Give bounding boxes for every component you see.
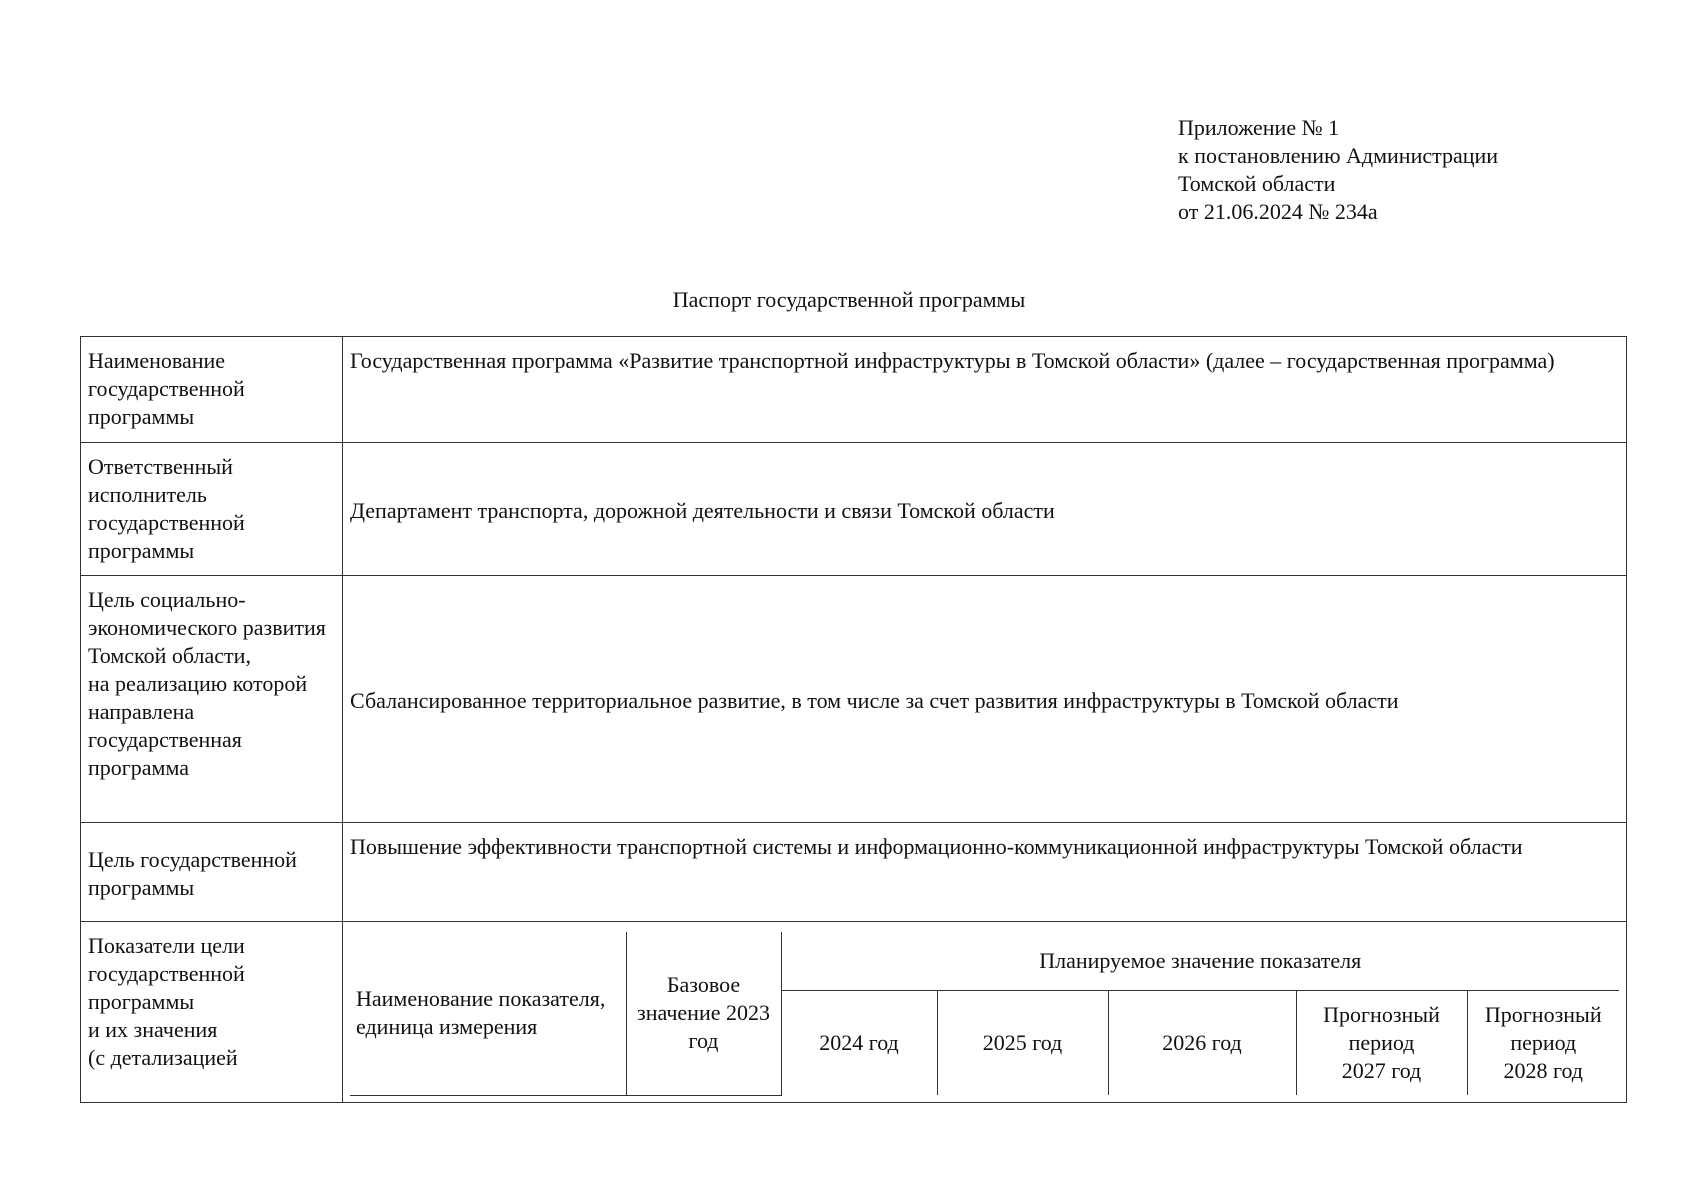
forecast-label: Прогнозный период (1323, 1001, 1440, 1055)
appendix-block (1178, 114, 1498, 226)
appendix-line: от 21.06.2024 № 234а (1178, 199, 1378, 224)
appendix-line: к постановлению Администрации (1178, 143, 1499, 168)
indicators-header-table (350, 932, 1619, 1096)
row-value: Департамент транспорта, дорожной деятельности и связи Томской области (343, 443, 1627, 576)
year-header: 2026 год (1108, 990, 1296, 1095)
indicator-name-header: Наименование показателя, единица измерения (350, 932, 626, 1095)
year-header: 2025 год (937, 990, 1108, 1095)
row-value: Повышение эффективности транспортной системы и информационно-коммуникационной инфраструктуры Томской области (343, 823, 1627, 922)
table-row (81, 922, 1627, 1103)
table-row (81, 337, 1627, 443)
forecast-header (1467, 990, 1619, 1095)
row-label-line: Показатели цели государственной программы (88, 933, 245, 1014)
row-label-line: (с детализацией (88, 1045, 238, 1070)
row-label-line: и их значения (88, 1017, 218, 1042)
forecast-header (1296, 990, 1467, 1095)
indicators-cell (343, 922, 1627, 1103)
row-value: Сбалансированное территориальное развитие, в том числе за счет развития инфраструктуры в Томской области (343, 576, 1627, 823)
table-row (81, 576, 1627, 823)
forecast-year: 2027 год (1341, 1057, 1422, 1083)
row-label: Цель государственной программы (81, 823, 343, 922)
forecast-year: 2028 год (1503, 1057, 1584, 1083)
page-title: Паспорт государственной программы (672, 287, 1026, 312)
appendix-line: Приложение № 1 (1178, 115, 1340, 140)
row-label: Наименование государственной программы (81, 337, 343, 443)
row-label: Ответственный исполнитель государственной программы (81, 443, 343, 576)
base-value-header: Базовое значение 2023 год (626, 932, 781, 1095)
row-label-line: Цель социально-экономического развития Томской области, (88, 587, 326, 668)
appendix-line: Томской области (1178, 171, 1336, 196)
planned-value-header: Планируемое значение показателя (781, 932, 1619, 990)
table-row (81, 443, 1627, 576)
passport-table (80, 336, 1627, 1103)
row-label (81, 576, 343, 823)
year-header: 2024 год (781, 990, 937, 1095)
row-value: Государственная программа «Развитие транспортной инфраструктуры в Томской области» (далее – государственная программа) (343, 337, 1627, 443)
row-label (81, 922, 343, 1103)
forecast-label: Прогнозный период (1484, 1001, 1602, 1055)
row-label-line: на реализацию которой направлена государственная программа (88, 671, 308, 780)
table-row (81, 823, 1627, 922)
